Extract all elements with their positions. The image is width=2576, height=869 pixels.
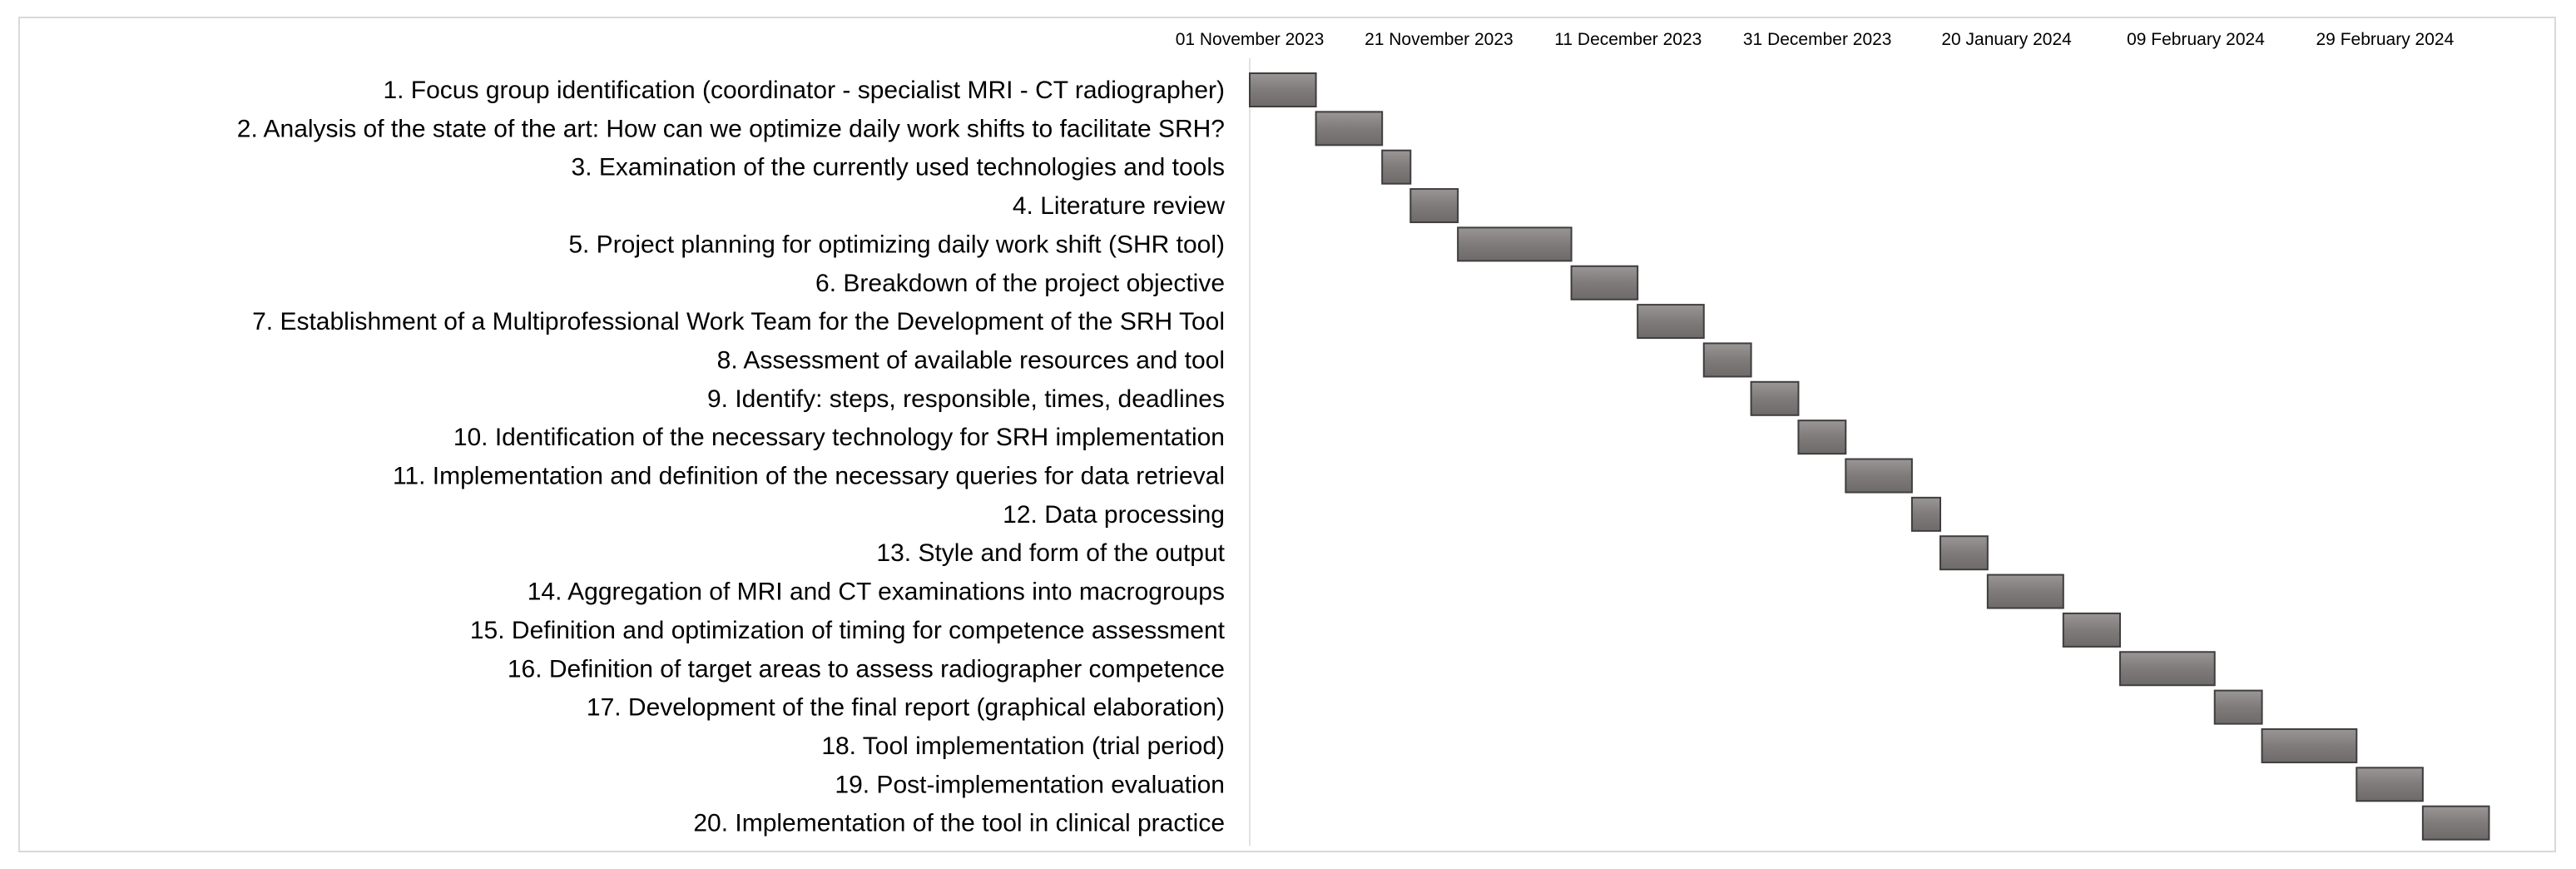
task-label: 5. Project planning for optimizing daily work shift (SHR tool)	[568, 231, 1225, 259]
task-bar	[2120, 652, 2215, 685]
task-bar	[2356, 767, 2423, 801]
task-label: 3. Examination of the currently used technologies and tools	[571, 153, 1225, 181]
x-tick-label: 31 December 2023	[1742, 30, 1892, 49]
task-label: 12. Data processing	[1003, 500, 1225, 529]
x-tick-label: 09 February 2024	[2127, 30, 2265, 49]
task-bar	[1940, 536, 1988, 569]
task-bar	[1988, 575, 2063, 608]
task-label: 6. Breakdown of the project objective	[815, 269, 1225, 297]
task-bar	[1704, 343, 1751, 376]
task-bar	[1798, 420, 1845, 454]
task-label: 4. Literature review	[1012, 192, 1225, 221]
task-label: 13. Style and form of the output	[876, 539, 1225, 568]
task-bar	[2423, 807, 2489, 840]
task-bar	[2063, 613, 2120, 647]
task-bar	[1751, 382, 1799, 415]
task-bar	[1912, 498, 1940, 531]
task-bar	[1572, 266, 1638, 300]
task-label: 8. Assessment of available resources and tool	[716, 346, 1225, 375]
task-label: 20. Implementation of the tool in clinical practice	[693, 809, 1225, 837]
task-bar	[1458, 227, 1571, 261]
task-bar	[2262, 729, 2357, 762]
x-tick-label: 01 November 2023	[1175, 30, 1325, 49]
task-bar	[1382, 151, 1410, 184]
task-bar	[1637, 305, 1704, 338]
x-tick-label: 11 December 2023	[1554, 30, 1702, 49]
task-bar	[1316, 112, 1383, 145]
task-label: 11. Implementation and definition of the necessary queries for data retrieval	[392, 462, 1225, 490]
task-label: 7. Establishment of a Multiprofessional Work Team for the Development of the SRH Tool	[252, 308, 1225, 336]
task-label: 18. Tool implementation (trial period)	[821, 732, 1225, 760]
task-bar	[2215, 691, 2262, 724]
task-label: 10. Identification of the necessary technology for SRH implementation	[453, 424, 1225, 452]
task-bar	[1250, 73, 1316, 107]
x-tick-label: 21 November 2023	[1365, 30, 1513, 49]
task-label: 17. Development of the final report (graphical elaboration)	[586, 693, 1225, 722]
task-label: 9. Identify: steps, responsible, times, deadlines	[706, 385, 1225, 413]
task-label: 1. Focus group identification (coordinator - specialist MRI - CT radiographer)	[383, 77, 1225, 104]
task-bar	[1410, 189, 1458, 222]
task-label: 15. Definition and optimization of timing for competence assessment	[469, 616, 1225, 644]
x-tick-label: 29 February 2024	[2316, 30, 2455, 49]
task-label: 16. Definition of target areas to assess radiographer competence	[507, 655, 1225, 683]
task-label: 19. Post-implementation evaluation	[835, 771, 1225, 799]
task-label: 14. Aggregation of MRI and CT examinations into macrogroups	[527, 578, 1225, 606]
task-label: 2. Analysis of the state of the art: How can we optimize daily work shifts to facilitate SRH?	[236, 115, 1225, 143]
x-tick-label: 20 January 2024	[1941, 30, 2072, 49]
task-bar	[1845, 459, 1912, 493]
